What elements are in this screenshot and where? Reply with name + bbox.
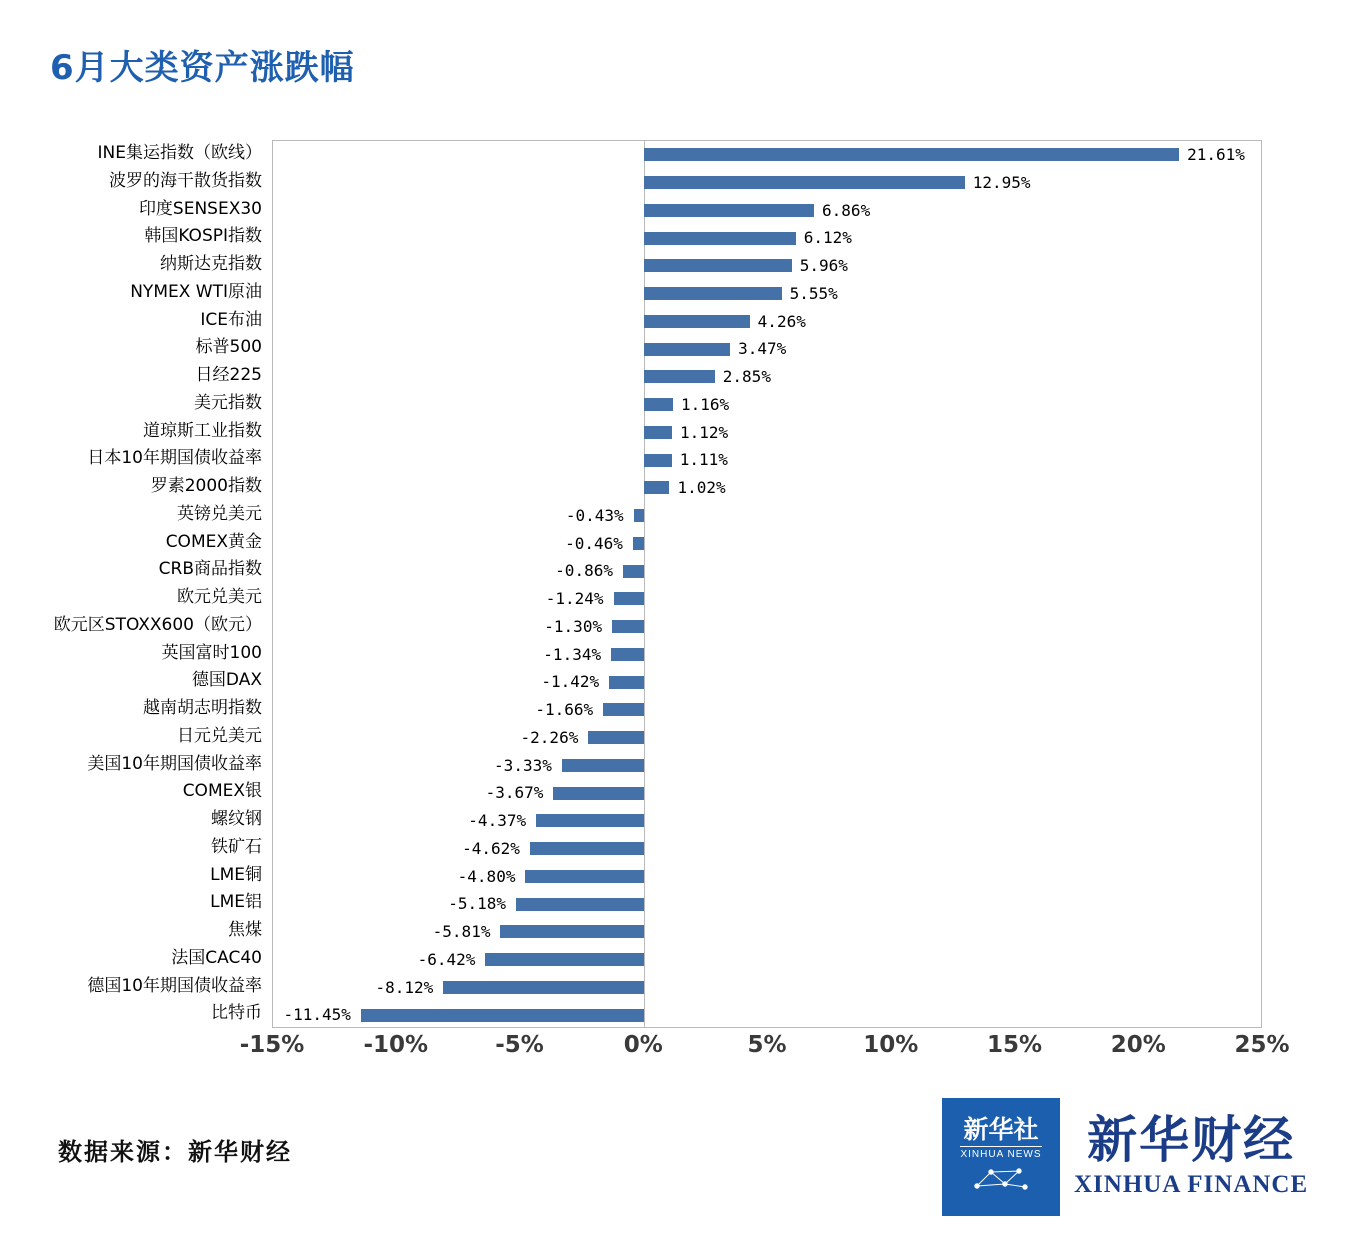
bar xyxy=(603,703,644,716)
category-label: 法国CAC40 xyxy=(171,947,262,968)
x-tick-label: 20% xyxy=(1110,1032,1166,1058)
xinhua-news-logo xyxy=(942,1098,1060,1216)
category-label: COMEX银 xyxy=(182,781,262,802)
bar xyxy=(588,731,644,744)
bar-value-label: 21.61% xyxy=(1187,145,1245,164)
bar xyxy=(609,676,644,689)
bar-value-label: 1.16% xyxy=(680,394,730,414)
source-note: 数据来源：新华财经 xyxy=(58,1137,292,1166)
bar xyxy=(644,287,781,300)
bar-value-label: -1.30% xyxy=(544,616,603,636)
page-title: 6月大类资产涨跌幅 xyxy=(50,48,355,88)
bar-value-label: 6.12% xyxy=(803,228,852,248)
category-label: 美国10年期国债收益率 xyxy=(87,753,262,774)
bar xyxy=(644,481,669,494)
x-tick-label: 15% xyxy=(986,1032,1043,1058)
bar-value-label: 5.55% xyxy=(789,283,838,303)
bar-value-label: -11.45% xyxy=(283,1005,351,1025)
bar xyxy=(516,898,644,911)
bar-value-label: -4.37% xyxy=(468,811,527,830)
bar xyxy=(553,787,644,800)
category-label: INE集运指数（欧线） xyxy=(97,143,262,163)
category-label: 德国10年期国债收益率 xyxy=(87,975,262,996)
category-label: 道琼斯工业指数 xyxy=(143,420,262,441)
bar-value-label: -1.42% xyxy=(541,672,600,692)
bar-value-label: -4.62% xyxy=(462,838,520,858)
category-label: LME铜 xyxy=(210,864,262,885)
bar xyxy=(443,981,644,994)
bar-value-label: -0.43% xyxy=(565,505,624,525)
bar xyxy=(644,176,965,189)
category-label: 印度SENSEX30 xyxy=(138,198,262,219)
bar-value-label: -2.26% xyxy=(520,727,579,747)
bar xyxy=(485,953,644,966)
bar xyxy=(614,592,645,605)
bar-value-label: 6.86% xyxy=(822,200,871,220)
xinhua-finance-cn: 新华财经 xyxy=(1087,1110,1296,1169)
bar xyxy=(644,370,715,383)
bar xyxy=(644,259,792,272)
bar xyxy=(634,509,645,522)
category-label: 美元指数 xyxy=(194,392,262,413)
category-label: CRB商品指数 xyxy=(158,559,262,580)
bar-value-label: 2.85% xyxy=(722,367,771,386)
category-label: 欧元兑美元 xyxy=(177,587,262,607)
bar xyxy=(500,925,644,938)
bar xyxy=(525,870,644,883)
bar-value-label: 1.02% xyxy=(677,478,726,497)
x-tick-label: 25% xyxy=(1234,1032,1290,1058)
bar-value-label: -4.80% xyxy=(457,866,516,886)
category-label: 越南胡志明指数 xyxy=(143,698,262,718)
category-label: LME铝 xyxy=(210,892,262,913)
bar-value-label: 5.96% xyxy=(799,256,848,275)
category-label: 日本10年期国债收益率 xyxy=(87,448,262,469)
bar xyxy=(633,537,644,550)
xinhua-finance-en: XINHUA FINANCE xyxy=(1074,1171,1309,1198)
category-label: 英镑兑美元 xyxy=(177,503,262,524)
xinhua-badge-en: XINHUA NEWS xyxy=(960,1146,1041,1160)
bar-value-label: -5.81% xyxy=(432,922,491,941)
x-tick-label: 10% xyxy=(863,1032,919,1058)
category-label: 纳斯达克指数 xyxy=(160,254,262,274)
bar xyxy=(644,426,672,439)
bar-value-label: -0.86% xyxy=(555,561,613,581)
x-tick-label: -15% xyxy=(239,1032,305,1058)
zero-axis-line xyxy=(644,141,645,1027)
category-label: 波罗的海干散货指数 xyxy=(109,170,262,191)
category-label: 德国DAX xyxy=(191,670,262,691)
category-label: NYMEX WTI原油 xyxy=(130,281,262,302)
bar-value-label: -1.66% xyxy=(535,700,594,719)
category-label: 英国富时100 xyxy=(161,642,262,663)
x-axis-ticks xyxy=(239,1032,1290,1066)
bar xyxy=(530,842,644,855)
bar-value-label: -1.24% xyxy=(545,589,604,608)
bar xyxy=(644,343,730,356)
x-tick-label: -10% xyxy=(363,1032,429,1058)
bar xyxy=(644,398,673,411)
bar-value-label: -1.34% xyxy=(543,644,602,664)
bar xyxy=(536,814,644,827)
x-tick-label: -5% xyxy=(495,1032,544,1058)
bar-value-label: 4.26% xyxy=(757,311,806,331)
bar xyxy=(644,454,671,467)
bar xyxy=(611,648,644,661)
bar xyxy=(361,1009,644,1022)
category-label: 焦煤 xyxy=(228,920,262,940)
xinhua-finance-logo xyxy=(1074,1110,1309,1199)
category-label: 铁矿石 xyxy=(211,836,262,857)
category-label: 比特币 xyxy=(211,1003,262,1024)
category-label: 日元兑美元 xyxy=(177,725,262,746)
bar xyxy=(644,204,814,217)
x-tick-label: 0% xyxy=(623,1032,663,1058)
category-label: 欧元区STOXX600（欧元） xyxy=(53,614,262,635)
category-label: 螺纹钢 xyxy=(211,809,262,829)
bar-value-label: -0.46% xyxy=(565,533,623,553)
bar xyxy=(644,148,1179,161)
bar-value-label: -8.12% xyxy=(375,977,434,997)
bar-value-label: -3.67% xyxy=(485,783,544,803)
category-label: 韩国KOSPI指数 xyxy=(144,226,262,247)
bar xyxy=(623,565,644,578)
category-label: COMEX黄金 xyxy=(165,531,262,552)
bar-value-label: 3.47% xyxy=(738,339,787,359)
bar xyxy=(644,315,749,328)
network-icon xyxy=(971,1166,1031,1197)
bar-value-label: 1.12% xyxy=(679,422,729,442)
branding-block xyxy=(942,1098,1308,1216)
bar-value-label: -6.42% xyxy=(417,949,476,969)
category-label: 罗素2000指数 xyxy=(150,476,262,496)
category-label: 标普500 xyxy=(195,337,262,358)
category-label: 日经225 xyxy=(195,365,262,385)
bar xyxy=(644,232,795,245)
bar-value-label: 1.11% xyxy=(679,450,728,470)
x-tick-label: 5% xyxy=(747,1032,787,1058)
category-label: ICE布油 xyxy=(200,309,262,330)
bar xyxy=(562,759,644,772)
bar-value-label: 12.95% xyxy=(972,172,1031,192)
bar-value-label: -5.18% xyxy=(448,894,507,914)
bar xyxy=(612,620,644,633)
bar-value-label: -3.33% xyxy=(494,755,552,775)
chart-plot-area xyxy=(272,140,1262,1028)
xinhua-badge-cn: 新华社 xyxy=(963,1115,1039,1145)
